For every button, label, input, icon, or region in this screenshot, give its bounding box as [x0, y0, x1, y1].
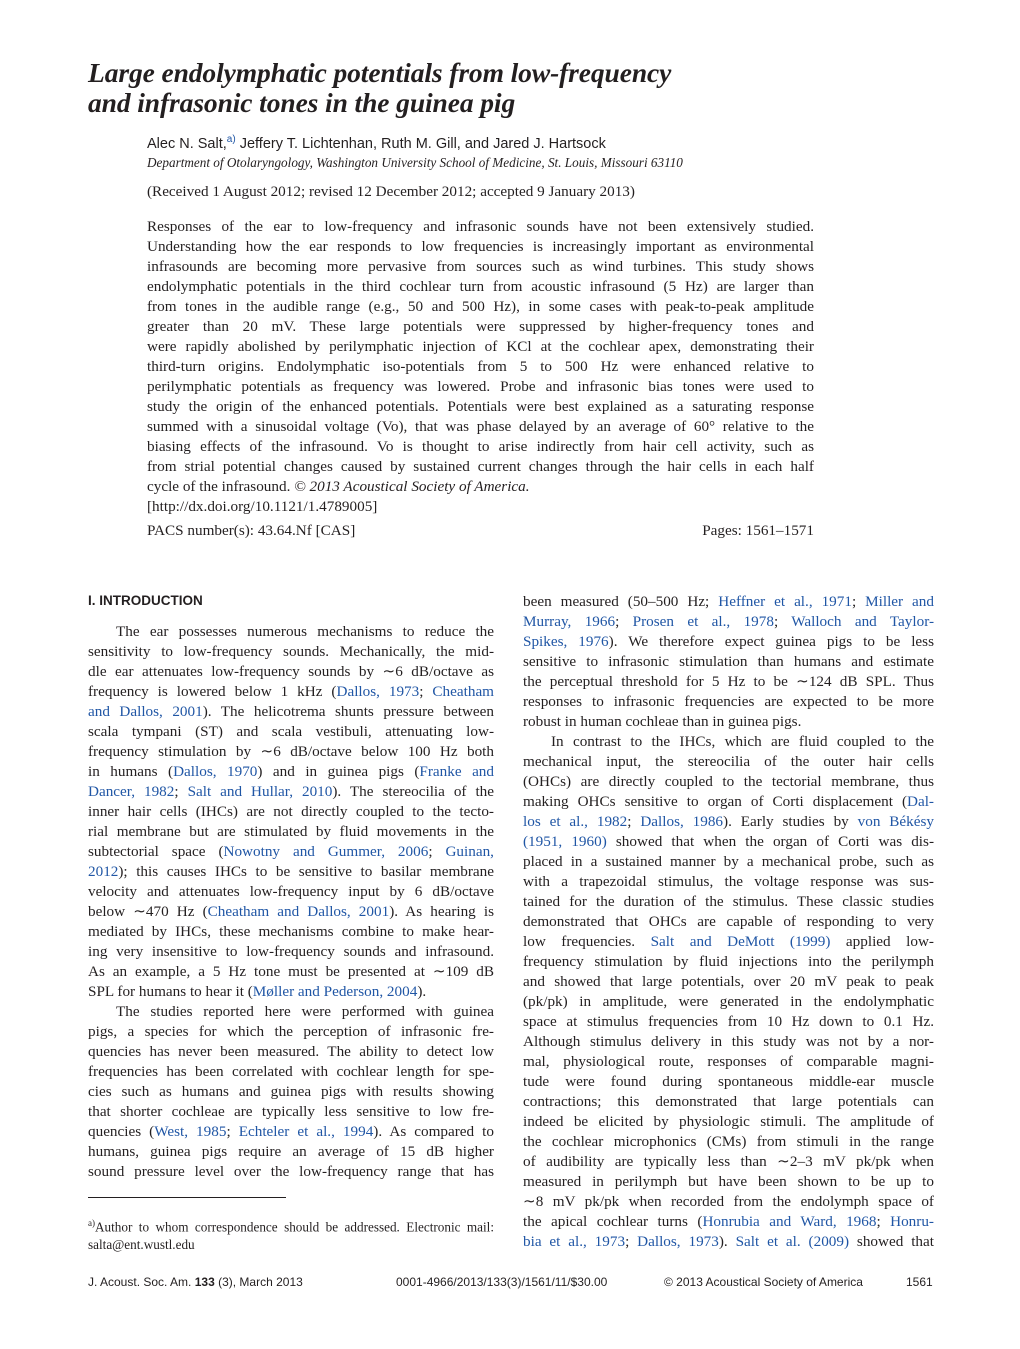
title-line-2: and infrasonic tones in the guinea pig	[88, 87, 516, 118]
abstract	[147, 217, 814, 517]
pacs-row	[147, 522, 814, 540]
text-segment: quencies has never been measured. The ability to detect low	[88, 1043, 494, 1060]
abstract-line: Responses of the ear to low-frequency and infrasonic sounds have not been extensively studied.	[147, 218, 814, 235]
citation-link[interactable]: Miller and	[865, 593, 934, 610]
text-line	[88, 822, 494, 842]
paper-title	[88, 58, 948, 118]
text-segment: tude were found during spontaneous middle-ear muscle	[523, 1073, 934, 1090]
text-segment: ;	[625, 1233, 638, 1250]
text-line	[523, 1132, 934, 1152]
abstract-line: were rapidly abolished by perilymphatic injection of KCl at the cochlear apex, demonstrating their	[147, 338, 814, 355]
text-segment: SPL for humans to hear it (	[88, 983, 253, 1000]
abstract-line: infrasounds are becoming more pervasive from sources such as wind turbines. This study shows	[147, 258, 814, 275]
citation-link[interactable]: West, 1985	[154, 1123, 227, 1140]
text-line	[523, 792, 934, 812]
citation-link[interactable]: Dallos, 1986	[640, 813, 724, 830]
text-segment: placed in a sustained manner by a mechanical probe, such as	[523, 853, 934, 870]
text-segment: ;	[773, 613, 792, 630]
text-line	[88, 1102, 494, 1122]
page-range: Pages: 1561–1571	[702, 522, 814, 539]
section-heading: I. INTRODUCTION	[88, 593, 203, 608]
text-segment: sound pressure level over the low-frequency range that has	[88, 1163, 494, 1180]
text-segment: that shorter cochleae are typically less sensitive to low fre-	[88, 1103, 494, 1120]
footnote-divider	[88, 1197, 286, 1198]
text-segment: pigs, a species for which the perception of infrasonic fre-	[88, 1023, 494, 1040]
citation-link[interactable]: Echteler et al., 1994	[238, 1123, 374, 1140]
citation-link[interactable]: Salt and DeMott (1999)	[650, 933, 831, 950]
abstract-line: study the origin of the enhanced potentials. Potentials were best explained as a saturating response	[147, 398, 814, 415]
text-line	[523, 812, 934, 832]
text-line	[88, 1142, 494, 1162]
abstract-line: endolymphatic potentials in the third cochlear turn from acoustic infrasound (5 Hz) are larger than	[147, 278, 814, 295]
received-dates: (Received 1 August 2012; revised 12 December 2012; accepted 9 January 2013)	[147, 183, 635, 200]
text-line	[88, 862, 494, 882]
text-segment: the perceptual threshold for 5 Hz to be ∼124 dB SPL. Thus	[523, 673, 934, 690]
journal-citation: J. Acoust. Soc. Am. 133 (3), March 2013	[88, 1275, 303, 1289]
citation-link[interactable]: Spikes, 1976	[523, 633, 609, 650]
pacs-numbers: PACS number(s): 43.64.Nf [CAS]	[147, 522, 356, 539]
text-line	[88, 662, 494, 682]
title-line-1: Large endolymphatic potentials from low-frequency	[88, 57, 672, 88]
text-segment: ).	[718, 1233, 736, 1250]
footnote-email[interactable]: salta@ent.wustl.edu	[88, 1237, 195, 1253]
text-segment: cies such as humans and guinea pigs with results showing	[88, 1083, 494, 1100]
text-line	[523, 712, 934, 732]
text-line	[88, 902, 494, 922]
text-segment: responses to infrasonic frequencies are expected to be more	[523, 693, 934, 710]
text-line	[88, 1042, 494, 1062]
text-line	[88, 842, 494, 862]
text-line	[523, 1072, 934, 1092]
footnote	[88, 1214, 494, 1254]
volume-number: 133	[194, 1275, 215, 1289]
other-authors: Jeffery T. Lichtenhan, Ruth M. Gill, and Jared J. Hartsock	[235, 135, 606, 152]
text-segment: low frequencies.	[523, 933, 651, 950]
text-line	[523, 752, 934, 772]
text-line	[88, 1022, 494, 1042]
text-line	[88, 942, 494, 962]
text-segment: rial membrane but are stimulated by fluid movements in the	[88, 823, 494, 840]
text-line	[88, 1062, 494, 1082]
footnote-mark: a)	[88, 1218, 95, 1228]
text-segment: frequency stimulation by ∼6 dB/octave below 100 Hz both	[88, 743, 494, 760]
text-segment: space at stimulus frequencies from 10 Hz down to 0.1 Hz.	[523, 1013, 934, 1030]
text-line	[523, 732, 934, 752]
text-line	[523, 992, 934, 1012]
citation-link[interactable]: Honrubia and Ward, 1968	[702, 1213, 877, 1230]
text-line	[88, 702, 494, 722]
text-line	[523, 852, 934, 872]
text-segment: ).	[417, 983, 427, 1000]
text-segment: subtectorial space (	[88, 843, 224, 860]
text-line	[88, 882, 494, 902]
text-segment: sensitive to infrasonic stimulation than humans and estimate	[523, 653, 934, 670]
text-line	[523, 1172, 934, 1192]
article-code: 0001-4966/2013/133(3)/1561/11/$30.00	[396, 1275, 608, 1289]
text-segment: ∼8 mV pk/pk when recorded from the endolymph space of	[523, 1193, 934, 1210]
left-column	[88, 622, 494, 1182]
text-segment: ). The stereocilia of the	[332, 783, 494, 800]
text-segment: scala tympani (ST) and scala vestibuli, attenuating low-	[88, 723, 494, 740]
text-segment: contractions; this demonstrated that large potentials can	[523, 1093, 934, 1110]
footnote-line-1: $^{a)}$Author to whom correspondence should be addressed. Electronic mail:	[88, 1218, 494, 1235]
text-segment: indeed be elicited by physiologic stimuli. The amplitude of	[523, 1113, 934, 1130]
text-line	[523, 1092, 934, 1112]
text-segment: ); this causes IHCs to be sensitive to basilar membrane	[118, 863, 494, 880]
text-line	[523, 832, 934, 852]
abstract-line: third-turn origins. Endolymphatic iso-potentials from 5 to 500 Hz were enhanced relative to	[147, 358, 814, 375]
text-line	[523, 1232, 934, 1252]
abstract-line: Understanding how the ear responds to low frequencies is increasingly important as environmental	[147, 238, 814, 255]
citation-link[interactable]: Heffner et al., 1971	[718, 593, 852, 610]
citation-link[interactable]: and Dallos, 2001	[88, 703, 203, 720]
text-segment: Although stimulus delivery in this study was not by a nor-	[523, 1033, 934, 1050]
page-number: 1561	[906, 1275, 933, 1289]
text-segment: ;	[428, 843, 446, 860]
text-segment: in humans (	[88, 763, 174, 780]
text-line	[88, 782, 494, 802]
text-segment: making OHCs sensitive to organ of Corti displacement (	[523, 793, 907, 810]
text-segment: with a trapezoidal stimulus, the voltage response was sus-	[523, 873, 934, 890]
text-segment: ;	[876, 1213, 891, 1230]
text-segment: quencies (	[88, 1123, 155, 1140]
text-segment: of audibility are typically less than ∼2–3 mV pk/pk when	[523, 1153, 934, 1170]
text-segment: applied low-	[830, 933, 934, 950]
citation-link[interactable]: Franke and	[419, 763, 494, 780]
text-line	[523, 1052, 934, 1072]
text-line	[523, 872, 934, 892]
text-segment: demonstrated that OHCs are capable of responding to very	[523, 913, 934, 930]
text-line	[88, 742, 494, 762]
text-segment: ). As compared to	[373, 1123, 494, 1140]
citation-link[interactable]: Cheatham and Dallos, 2001	[207, 903, 390, 920]
text-segment: dle ear attenuates low-frequency sounds by ∼6 dB/octave as	[88, 663, 494, 680]
citation-link[interactable]: Salt et al. (2009)	[735, 1233, 850, 1250]
text-segment: (pk/pk) in amplitude, were generated in the endolymphatic	[523, 993, 934, 1010]
text-segment: frequency stimulation by fluid injections into the perilymph	[523, 953, 934, 970]
abstract-copyright: © 2013 Acoustical Society of America.	[294, 478, 530, 495]
citation-link[interactable]: Murray, 1966	[523, 613, 616, 630]
text-segment: mal, physiological route, responses of comparable magni-	[523, 1053, 934, 1070]
abstract-body	[147, 217, 814, 477]
abstract-line: biasing effects of the infrasound. Vo is thought to arise indirectly from hair cell activity, such as	[147, 438, 814, 455]
text-segment: showed that when the organ of Corti was dis-	[606, 833, 934, 850]
author-footnote-mark[interactable]: a)	[226, 134, 236, 145]
citation-link[interactable]: bia et al., 1973	[523, 1233, 626, 1250]
text-segment: ). As hearing is	[389, 903, 494, 920]
text-line	[523, 972, 934, 992]
text-segment: In contrast to the IHCs, which are fluid coupled to the	[551, 733, 934, 750]
text-segment: humans, guinea pigs require an average of 15 dB higher	[88, 1143, 494, 1160]
text-segment: The studies reported here were performed with guinea	[116, 1003, 494, 1020]
text-segment: sensitivity to low-frequency sounds. Mechanically, the mid-	[88, 643, 494, 660]
text-segment: ;	[615, 613, 633, 630]
citation-link[interactable]: Walloch and Taylor-	[791, 613, 934, 630]
text-line	[523, 772, 934, 792]
text-segment: ;	[174, 783, 188, 800]
footer-copyright: © 2013 Acoustical Society of America	[664, 1275, 863, 1289]
text-line	[523, 1032, 934, 1052]
text-line	[88, 622, 494, 642]
text-line	[88, 802, 494, 822]
text-line	[88, 922, 494, 942]
citation-link[interactable]: Nowotny and Gummer, 2006	[223, 843, 429, 860]
text-segment: been measured (50–500 Hz;	[523, 593, 719, 610]
text-segment: mediated by IHCs, these mechanisms combine to make hear-	[88, 923, 494, 940]
text-segment: frequencies has been correlated with cochlear length for spe-	[88, 1063, 494, 1080]
text-segment: tained for the duration of the stimulus. These classic studies	[523, 893, 934, 910]
text-segment: the cochlear microphonics (CMs) from stimuli in the range	[523, 1133, 934, 1150]
text-segment: ). We therefore expect guinea pigs to be less	[608, 633, 934, 650]
citation-link[interactable]: Dallos, 1973	[336, 683, 420, 700]
text-line	[523, 592, 934, 612]
citation-link[interactable]: Dallos, 1973	[637, 1233, 719, 1250]
text-segment: the apical cochlear turns (	[523, 1213, 703, 1230]
text-line	[523, 612, 934, 632]
text-segment: (OHCs) are directly coupled to the tectorial membrane, thus	[523, 773, 934, 790]
abstract-last-line	[147, 477, 814, 497]
text-segment: velocity and attenuates low-frequency input by 6 dB/octave	[88, 883, 494, 900]
text-line	[88, 982, 494, 1002]
citation-link[interactable]: Prosen et al., 1978	[632, 613, 774, 630]
text-line	[523, 1212, 934, 1232]
text-line	[88, 962, 494, 982]
affiliation: Department of Otolaryngology, Washington University School of Medicine, St. Louis, Missouri 63110	[147, 155, 683, 170]
text-line	[88, 762, 494, 782]
citation-link[interactable]: Guinan,	[445, 843, 494, 860]
citation-link[interactable]: 2012	[88, 863, 119, 880]
text-segment: ) and in guinea pigs (	[257, 763, 420, 780]
text-segment: The ear possesses numerous mechanisms to reduce the	[116, 623, 494, 640]
citation-link[interactable]: Salt and Hullar, 2010	[187, 783, 333, 800]
citation-link[interactable]: Dal-	[907, 793, 934, 810]
text-line	[523, 652, 934, 672]
text-segment: ;	[226, 1123, 239, 1140]
text-segment: ;	[419, 683, 433, 700]
citation-link[interactable]: Cheatham	[432, 683, 494, 700]
text-line	[523, 692, 934, 712]
text-segment: below ∼470 Hz (	[88, 903, 208, 920]
abstract-line: summed with a sinusoidal voltage (Vo), that was phase delayed by an average of 60° relative to the	[147, 418, 814, 435]
text-line	[523, 672, 934, 692]
text-segment: ). Early studies by	[723, 813, 858, 830]
text-segment: ;	[627, 813, 641, 830]
text-line	[523, 1192, 934, 1212]
text-segment: ). The helicotrema shunts pressure between	[202, 703, 494, 720]
text-segment: ;	[851, 593, 866, 610]
text-line	[88, 1082, 494, 1102]
first-author: Alec N. Salt,	[147, 135, 227, 152]
text-segment: As an example, a 5 Hz tone must be presented at ∼109 dB	[88, 963, 494, 980]
text-segment: frequency is lowered below 1 kHz (	[88, 683, 337, 700]
text-line	[523, 912, 934, 932]
text-line	[523, 952, 934, 972]
text-line	[88, 722, 494, 742]
text-line	[523, 632, 934, 652]
citation-link[interactable]: Dallos, 1970	[173, 763, 258, 780]
text-line	[523, 892, 934, 912]
text-segment: inner hair cells (IHCs) are not directly coupled to the tecto-	[88, 803, 494, 820]
abstract-line: from strial potential changes caused by sustained current changes through the hair cells in each half	[147, 458, 814, 475]
right-column	[523, 592, 934, 1252]
abstract-line: from tones in the audible range (e.g., 50 and 500 Hz), in some cases with peak-to-peak amplitude	[147, 298, 814, 315]
text-segment: mechanical input, the stereocilia of the outer hair cells	[523, 753, 934, 770]
text-segment: robust in human cochleae than in guinea pigs.	[523, 713, 802, 730]
text-segment: and showed that large potentials, over 20 mV peak to peak	[523, 973, 934, 990]
text-line	[523, 1112, 934, 1132]
text-segment: showed that	[849, 1233, 934, 1250]
text-line	[523, 1012, 934, 1032]
author-list	[147, 134, 606, 152]
citation-link[interactable]: Honru-	[890, 1213, 934, 1230]
citation-link[interactable]: (1951, 1960)	[523, 833, 607, 850]
abstract-end-text: cycle of the infrasound.	[147, 478, 295, 495]
citation-link[interactable]: von Békésy	[857, 813, 935, 830]
citation-link[interactable]: Dancer, 1982	[88, 783, 175, 800]
text-line	[88, 1002, 494, 1022]
doi-link[interactable]: [http://dx.doi.org/10.1121/1.4789005]	[147, 498, 378, 515]
text-line	[88, 1162, 494, 1182]
text-segment: ing very insensitive to low-frequency sounds and infrasound.	[88, 943, 494, 960]
text-line	[523, 1152, 934, 1172]
citation-link[interactable]: Møller and Pederson, 2004	[252, 983, 418, 1000]
abstract-line: perilymphatic potentials as frequency was lowered. Probe and infrasonic bias tones were used to	[147, 378, 814, 395]
text-segment: measured in perilymph but have been shown to be up to	[523, 1173, 934, 1190]
citation-link[interactable]: los et al., 1982	[523, 813, 628, 830]
text-line	[523, 932, 934, 952]
text-line	[88, 1122, 494, 1142]
text-line	[88, 642, 494, 662]
abstract-line: greater than 20 mV. These large potentials were suppressed by higher-frequency tones and	[147, 318, 814, 335]
text-line	[88, 682, 494, 702]
